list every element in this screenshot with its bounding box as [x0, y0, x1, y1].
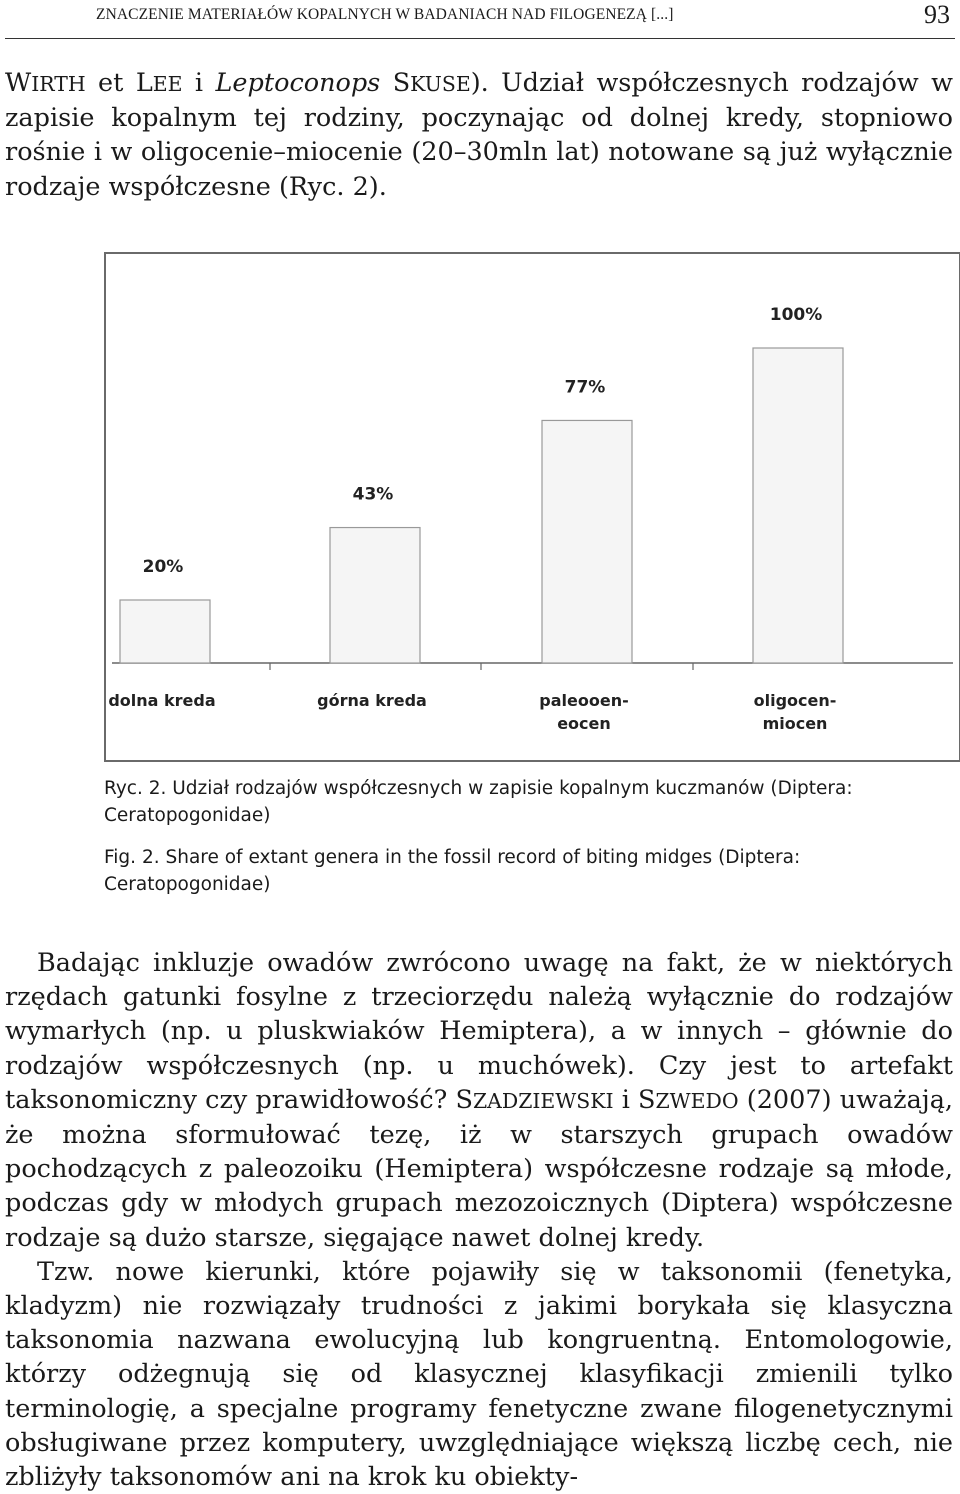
caption-pl-label: Ryc. 2.	[104, 778, 167, 799]
caption-en-text: Share of extant genera in the fossil record of biting midges (Diptera: Ceratopogonidae)	[104, 847, 801, 895]
category-label: oligocen-	[753, 691, 837, 710]
caption-pl-text: Udział rodzajów współczesnych w zapisie kopalnym kuczmanów (Diptera: Ceratopogonidae)	[104, 778, 853, 826]
author-skuse: SKUSE	[392, 68, 471, 98]
bar-value-label: 43%	[352, 484, 394, 505]
category-label: paleooen-	[539, 691, 629, 710]
author-szwedo: SZWEDO	[638, 1084, 739, 1115]
paragraph-1-start: Badając inkluzje owadów zwrócono uwagę na fakt, że w niektórych rzędach gatunki fosylne z trzeciorzędu należą wyłącznie do rodzajów wymarłych (np. u pluskwiaków Hemiptera), a w innych – głównie do rodzajów współczesnych (np. u muchówek). Czy jest to artefakt taksonomiczny czy prawidłowość?	[5, 948, 953, 1115]
genus-name: Leptoconops	[215, 68, 381, 98]
bar-3	[542, 420, 632, 663]
caption-en-label: Fig. 2.	[104, 847, 160, 868]
bar-chart	[106, 254, 959, 760]
intro-paragraph: WIRTH et LEE i Leptoconops SKUSE). Udział współczesnych rodzajów w zapisie kopalnym tej rodziny, poczynając od dolnej kredy, stopniowo rośnie i w oligocenie–miocenie (20–30mln lat) notowane są już wyłącznie rodzaje współczesne (Ryc. 2).	[5, 68, 953, 202]
category-label: eocen	[557, 714, 611, 733]
category-label: dolna kreda	[108, 691, 216, 710]
page-number: 93	[924, 0, 950, 29]
category-label: miocen	[762, 714, 828, 733]
running-header	[0, 0, 960, 40]
author-lee: LEE	[135, 68, 183, 98]
paragraph-2: Tzw. nowe kierunki, które pojawiły się w taksonomii (fenetyka, kladyzm) nie rozwiązały trudności z jakimi borykała się klasyczna taksonomia nazwana ewolucyjną lub kongruentną. Entomologowie, którzy odżegnują się od klasycznej klasyfikacji zmienili tylko terminologię, a specjalne programy fenetyczne zwane filogenetycznymi obsługiwane przez komputery, uwzględniające większą liczbę cech, nie zbliżyły taksonomów ani na krok ku obiekty-	[5, 1256, 953, 1493]
body-text: Badając inkluzje owadów zwrócono uwagę na fakt, że w niektórych rzędach gatunki fosylne z trzeciorzędu należą wyłącznie do rodzajów wymarłych (np. u pluskwiaków Hemiptera), a w innych – głównie do rodzajów współczesnych (np. u muchówek). Czy jest to artefakt taksonomiczny czy prawidłowość? SZADZIEWSKI i SZWEDO (2007) uważają, że można sformułować tezę, iż w starszych grupach owadów pochodzących z paleozoiku (Hemiptera) współczesne rodzaje są młode, podczas gdy w młodych grupach mezozoicznych (Diptera) współczesne rodzaje są dużo starsze, sięgające nawet dolnej kredy. Tzw. nowe kierunki, które pojawiły się w taksonomii (fenetyka, kladyzm) nie rozwiązały trudności z jakimi borykała się klasyczna taksonomia nazwana ewolucyjną lub kongruentną. Entomologowie, którzy odżegnują się od klasycznej klasyfikacji zmienili tylko terminologię, a specjalne programy fenetyczne zwane filogenetycznymi obsługiwane przez komputery, uwzględniające większą liczbę cech, nie zbliżyły taksonomów ani na krok ku obiekty-	[5, 948, 953, 1493]
bar-value-label: 100%	[769, 305, 823, 325]
bar-value-label: 20%	[142, 557, 184, 577]
caption-english	[104, 844, 956, 898]
caption-polish	[104, 775, 956, 829]
category-label: górna kreda	[317, 691, 427, 710]
bar-2	[330, 528, 420, 663]
intro-text: ). Udział współczesnych rodzajów w zapisie kopalnym tej rodziny, poczynając od dolnej kredy, stopniowo rośnie i w oligocenie–miocenie (20–30mln lat) notowane są już wyłącznie rodzaje współczesne (Ryc. 2).	[5, 68, 953, 202]
bar-1	[120, 600, 210, 663]
bar-4	[753, 348, 843, 663]
author-szadziewski: SZADZIEWSKI	[455, 1084, 614, 1115]
paragraph-1-end: (2007) uważają, że można sformułować tezę, iż w starszych grupach owadów pochodzących z paleozoiku (Hemiptera) współczesne rodzaje są młode, podczas gdy w młodych grupach mezozoicznych (Diptera) współczesne rodzaje są dużo starsze, sięgające nawet dolnej kredy.	[5, 1084, 953, 1253]
figure-bar-chart	[104, 252, 960, 762]
header-rule	[5, 38, 955, 39]
author-wirth: WIRTH	[5, 68, 86, 98]
bar-value-label: 77%	[564, 377, 606, 398]
running-title: ZNACZENIE MATERIAŁÓW KOPALNYCH W BADANIACH NAD FILOGENEZĄ [...]	[96, 6, 674, 23]
